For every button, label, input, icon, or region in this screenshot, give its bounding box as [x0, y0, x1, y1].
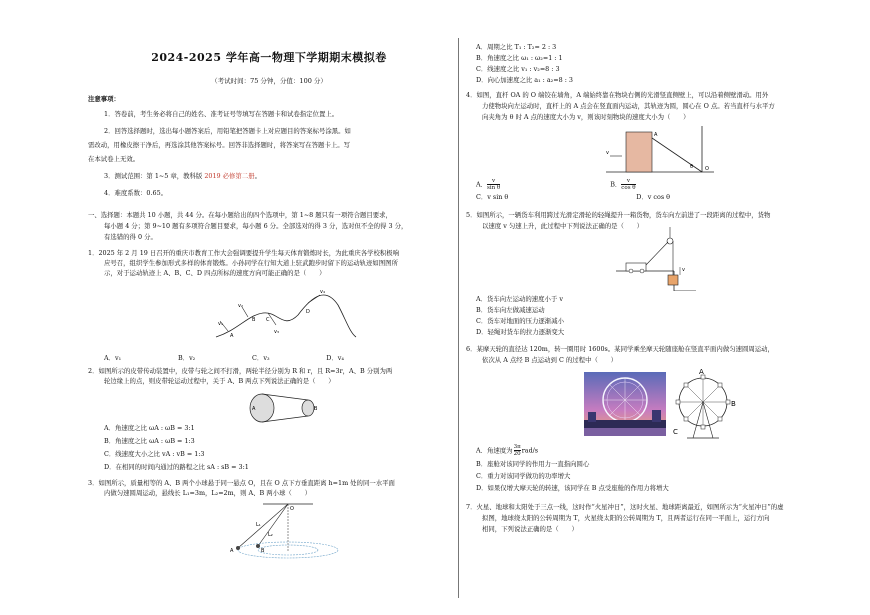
fig-point-b: B — [252, 317, 256, 323]
q4-fig-o: O — [705, 166, 709, 172]
q4-option-a[interactable] — [476, 178, 500, 191]
q4-option-b-fraction — [621, 178, 635, 191]
question-3 — [88, 478, 395, 498]
q3-fig-l2: L₂ — [268, 532, 273, 538]
q2-line1: 2．如图所示的皮带传动装置中，皮带与轮之间不打滑，两轮半径分别为 R 和 r，且 R=3r，A、B 分别为两 — [88, 367, 393, 375]
q5-line1: 5．如图所示，一辆货车利用跨过光滑定滑轮的轻绳提升一箱货物，货车向左前进了一段距离的过程中，货物 — [466, 211, 771, 219]
fig-v1: v₁ — [218, 321, 223, 327]
fig-point-d: D — [306, 309, 310, 315]
q4-option-a-fraction — [487, 178, 500, 191]
q3-option-a[interactable]: A．周期之比 T₁ : T₂= 2 : 3 — [476, 43, 557, 51]
q3-option-c[interactable]: C．线速度之比 v₁ : v₂=8 : 3 — [476, 65, 560, 73]
fig-point-c: C — [266, 317, 270, 323]
q5-fig-v: v — [682, 267, 685, 273]
note-1: 1．答卷前，考生务必将自己的姓名、准考证号等填写在答题卡和试卷指定位置上。 — [104, 110, 339, 118]
q3-fig-o: O — [290, 506, 294, 512]
q5-option-d[interactable]: D．轻绳对货车的拉力逐渐变大 — [476, 328, 565, 336]
q2-option-d[interactable]: D．在相同的时间内通过的路程之比 sA : sB = 3:1 — [104, 463, 249, 471]
q2-fig-a: A — [252, 406, 256, 412]
q4-option-b-label: B． — [610, 180, 622, 189]
q3-options — [476, 42, 573, 85]
q2-option-c[interactable]: C．线速度大小之比 vA : vB = 1:3 — [104, 450, 205, 458]
note-3 — [88, 171, 351, 181]
note-2c: 在本试卷上无效。 — [88, 155, 140, 163]
q6-a-denominator: 20 — [513, 451, 521, 457]
q3-option-b[interactable]: B．角速度之比 ω₁ : ω₂=1 : 1 — [476, 54, 563, 62]
q6-line2: 依次从 A 点经 B 点运动到 C 的过程中（ ） — [482, 356, 618, 364]
q4-option-d[interactable]: D．v cos θ — [636, 193, 670, 201]
q3-fig-a: A — [230, 548, 234, 554]
q4-rod-figure — [606, 126, 716, 176]
q6-option-c[interactable]: C．重力对该同学做功的功率增大 — [476, 472, 571, 480]
q7-line2: 拟图，地球绕太阳的公转周期为 T，火星绕太阳的公转周期为 T，且两者运行在同一平面上，运行方向 — [482, 514, 770, 522]
q5-truck-figure — [616, 225, 696, 291]
q6-fig-a: A — [699, 368, 704, 376]
fig-v4: v₄ — [320, 289, 325, 295]
q6-wheel-diagram — [671, 368, 741, 442]
q2-belt-figure — [248, 390, 323, 426]
q1-option-a[interactable]: A．v₁ — [104, 354, 122, 362]
q2-options — [104, 423, 249, 472]
question-1 — [88, 248, 399, 278]
note-2a: 2．回答选择题时，选出每小题答案后，用铅笔把答题卡上对应题目的答案标号涂黑。如 — [104, 127, 351, 135]
q3-line1: 3．如图所示，质量相等的 A、B 两个小球悬于同一悬点 O，且在 O 点下方垂直距离 h=1m 处的同一水平面 — [88, 479, 395, 487]
q6-line1: 6．某摩天轮的直径达 120m，转一圈用时 1600s。某同学乘坐摩天轮随座舱在竖直平面内做匀速圆周运动， — [466, 345, 774, 353]
q6-option-b[interactable]: B．座舱对该同学的作用力一直指向圆心 — [476, 460, 590, 468]
q6-option-a-fraction — [514, 444, 521, 457]
q5-options — [476, 294, 564, 337]
q6-option-d[interactable]: D．如果仅增大摩天轮的转速，该同学在 B 点受座舱的作用力将增大 — [476, 484, 669, 492]
q1-line2: 应号召，组织学生参加形式多样的体育锻炼。小孙同学在行知大道上驻武跑步时留下的运动轨迹如图图所 — [104, 259, 398, 267]
fig-v2: v₂ — [238, 303, 243, 309]
q6-fig-c: C — [673, 428, 678, 436]
q4-options-row1 — [476, 178, 776, 191]
q4-b-denominator: cos θ — [621, 185, 636, 191]
q1-option-c[interactable]: C．v₃ — [252, 354, 270, 362]
note-2b: 需改动，用橡皮擦干净后，再选涂其他答案标号。回答非选择题时，将答案写在答题卡上。写 — [88, 141, 351, 149]
q4-options-row2 — [476, 192, 776, 202]
exam-title: 2024-2025 学年高一物理下学期期末模拟卷 — [151, 51, 387, 64]
q7-line1: 7．火星、地球和太阳处于三点一线，这时作“火星冲日”，这时火星、地球距离最近，如图所示为“火星冲日”的虚 — [466, 503, 784, 511]
exam-subtitle: （考试时间：75 分钟，分值：100 分） — [211, 77, 327, 85]
q3-line2: 内做匀速圆周运动，悬线长 L₁=3m，L₂=2m，则 A、B 两小球（ ） — [104, 489, 311, 497]
q6-options — [476, 444, 669, 493]
q4-fig-v: v — [606, 150, 609, 156]
q6-fig-b: B — [731, 400, 736, 408]
q1-line3: 示，对于运动轨迹上 A、B、C、D 四点所标的速度方向可能正确的是（ ） — [104, 269, 326, 277]
question-4 — [466, 90, 775, 122]
q6-option-a-unit: rad/s — [521, 446, 539, 455]
q1-line1: 1．2025 年 2 月 19 日召开的重庆市教育工作大会强调要提升学生每天体育锻炼时长，为此重庆各学校积极响 — [88, 249, 400, 257]
section-1-intro — [88, 210, 407, 242]
section1-line2: 每小题 4 分；第 9~10 题有多项符合题目要求，每小题 6 分。全部选对的得 3 分，选对但不全的得 3 分， — [104, 222, 408, 230]
column-divider — [458, 38, 459, 598]
notes-heading: 注意事项： — [88, 95, 120, 103]
question-2 — [88, 366, 392, 386]
q6-option-a-label: A．角速度为 — [476, 446, 513, 455]
q5-option-c[interactable]: C．货车对地面的压力逐渐减小 — [476, 317, 564, 325]
q4-option-a-label: A． — [476, 180, 488, 189]
question-6 — [466, 344, 774, 365]
q4-option-c[interactable]: C．v sin θ — [476, 193, 509, 201]
q5-option-b[interactable]: B．货车向左做减速运动 — [476, 306, 545, 314]
textbook-name: 2019 必修第二册 — [204, 172, 255, 180]
fig-point-a: A — [230, 333, 234, 339]
q2-option-b[interactable]: B．角速度之比 ωA : ωB = 1:3 — [104, 437, 195, 445]
note-3-text: 3．测试范围：第 1~5 章，教科版 — [104, 172, 205, 180]
q5-line2: 以速度 v 匀速上升，此过程中下列说法正确的是（ ） — [482, 222, 644, 230]
ferris-wheel-photo — [584, 372, 666, 436]
q6-a-numerator: 3π — [513, 444, 521, 450]
section1-line1: 一、选择题：本题共 10 小题，共 44 分。在每小题给出的四个选项中，第 1~8 题只有一项符合题目要求， — [88, 211, 392, 219]
q7-line3: 相同，下列说法正确的是（ ） — [482, 525, 578, 533]
q1-options — [104, 353, 344, 363]
q4-line1: 4．如图，直杆 OA 的 O 端铰在墙角，A 端始终靠在物块右侧的光滑竖直侧壁上，可以沿着侧壁滑动。用外 — [466, 91, 769, 99]
q4-fig-theta: θ — [690, 164, 694, 170]
q4-options — [476, 178, 776, 202]
q4-b-numerator: v — [621, 178, 635, 185]
q1-option-b[interactable]: B．v₂ — [177, 354, 196, 362]
q4-a-numerator: v — [487, 178, 500, 185]
q1-track-figure — [208, 285, 358, 353]
question-7 — [466, 502, 784, 534]
section1-line3: 有选错的得 0 分。 — [104, 233, 157, 241]
q4-line2: 力使物块向左运动时，直杆上的 A 点会在竖直面内运动，其轨迹为圆，圆心在 O 点。若当直杆与水平方 — [482, 102, 775, 110]
q4-line3: 向夹角为 θ 时 A 点的速度大小为 v，则该时刻物块的速度大小为（ ） — [482, 113, 690, 121]
q2-option-a[interactable]: A．角速度之比 ωA : ωB = 3:1 — [104, 424, 195, 432]
q3-fig-b: B — [261, 548, 265, 554]
q4-a-denominator: sin θ — [487, 185, 501, 191]
q1-option-d[interactable]: D．v₄ — [326, 354, 344, 362]
note-4: 4．难度系数：0.65。 — [104, 189, 168, 197]
q5-option-a[interactable]: A．货车向左运动的速度小于 v — [476, 295, 563, 303]
q6-option-a[interactable] — [476, 444, 669, 457]
q4-option-b[interactable] — [610, 178, 635, 191]
notes-block — [88, 94, 351, 198]
q2-line2: 轮边缘上的点，则皮带轮运动过程中，关于 A、B 两点下列说法正确的是（ ） — [104, 377, 335, 385]
note-3-end: 。 — [254, 172, 261, 180]
q4-fig-a: A — [654, 132, 658, 138]
fig-v3: v₃ — [274, 329, 279, 335]
q3-option-d[interactable]: D．向心加速度之比 a₁ : a₂=8 : 3 — [476, 76, 573, 84]
q3-fig-l1: L₁ — [256, 522, 261, 528]
q3-pendulum-figure — [228, 500, 348, 562]
q2-fig-b: B — [314, 406, 318, 412]
